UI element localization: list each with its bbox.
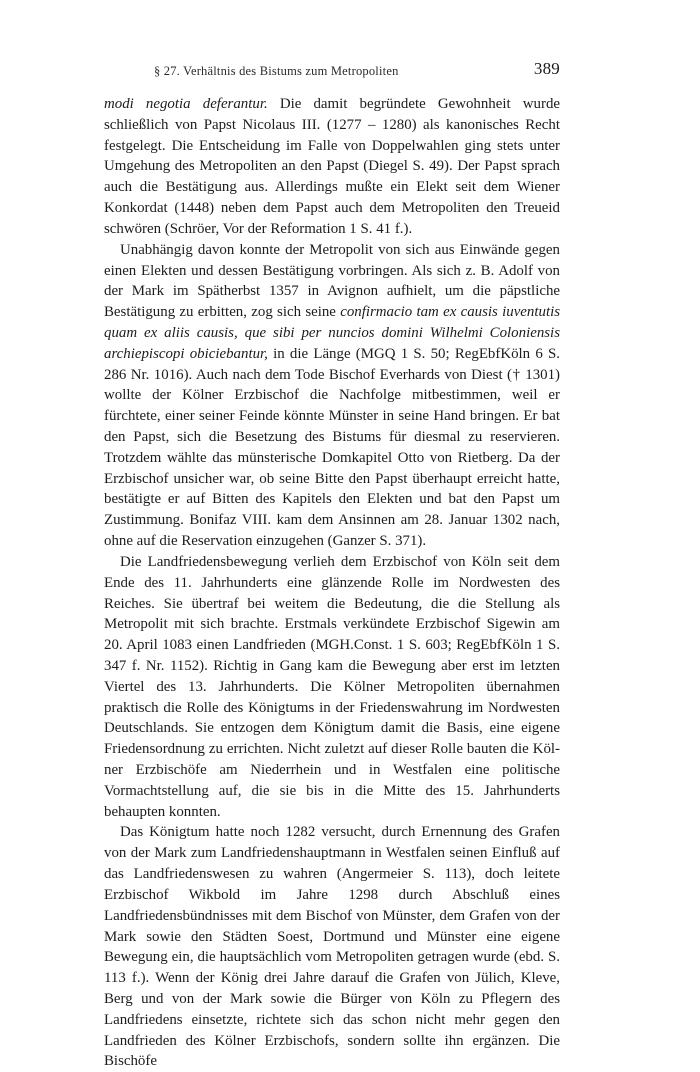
page-number: 389: [533, 59, 560, 78]
paragraph-p1: [104, 94, 560, 240]
book-page: [104, 58, 560, 1072]
paragraph-p2: [104, 240, 560, 552]
text-run: Unabhängig davon konnte der Metropolit von sich aus Einwände gegen einen Elekten und dessen Bestätigung vorbringen. Als sich z. B. Adolf von der Mark im Spätherbst 1357 in Avignon aufhielt, um die päpstliche Bestätigung zu erbitten, zog sich seine: [104, 241, 560, 321]
italic-quotation: modi negotia deferantur.: [104, 96, 268, 112]
running-head: [104, 58, 560, 82]
body-text: [104, 94, 560, 1072]
text-run: Die Landfriedensbewegung verlieh dem Erzbischof von Köln seit dem Ende des 11. Jahrhunderts eine glänzende Rolle im Nordwesten des Reiches. Sie übertraf bei weitem die Bedeutung, die die Stellung als Metropolit mit sich brachte. Erstmals verkündete Erzbischof Sigewin am 20. April 1083 einen Landfrieden (MGH.Const. 1 S. 603; RegEbfKöln 1 S. 347 f. Nr. 1152). Richtig in Gang kam die Bewegung aber erst im letzten Viertel des 13. Jahrhunderts. Die Kölner Metropoliten übernahmen praktisch die Rolle des Königtums in der Friedenswahrung im Nordwesten Deutschlands. Sie entzogen dem Königtum damit die Basis, eine eigene Friedensordnung zu errichten. Nicht zuletzt auf dieser Rolle bauten die Kölner Erzbischöfe am Niederrhein und in Westfalen eine politische Vormachtstellung auf, die sie bis in die Mitte des 15. Jahrhunderts behaupten konnten.: [104, 553, 560, 820]
paragraph-p3: [104, 552, 560, 823]
italic-quotation: confirmacio tam ex causis iuventutis quam ex aliis causis, que sibi per nuncios domini Wilhelmi Coloniensis archiepiscopi obiciebantur,: [104, 304, 561, 362]
text-run: Die damit begründete Gewohnheit wurde schließlich von Papst Nicolaus III. (1277 – 1280) als kanonisches Recht festgelegt. Die Entscheidung im Falle von Doppelwahlen ging stets unter Umgehung des Metropoliten an den Papst (Diegel S. 49). Der Papst sprach auch die Bestätigung aus. Allerdings mußte ein Elekt seit dem Wiener Konkordat (1448) neben dem Papst auch dem Metropoliten den Treueid schwören (Schröer, Vor der Reformation 1 S. 41 f.).: [104, 96, 560, 237]
text-run: Das Königtum hatte noch 1282 versucht, durch Ernennung des Grafen von der Mark zum Landfriedenshauptmann in Westfalen seinen Einfluß auf das Landfriedenswesen zu wahren (Angermeier S. 113), doch leitete Erzbischof Wikbold im Jahre 1298 durch Abschluß eines Landfriedensbündnisses mit dem Bischof von Münster, dem Grafen von der Mark sowie den Städten Soest, Dortmund und Münster eine eigene Bewegung ein, die hauptsächlich vom Metropoliten getragen wurde (ebd. S. 113 f.). Wenn der König drei Jahre darauf die Grafen von Jülich, Kleve, Berg und von der Mark sowie die Bürger von Köln zu Pflegern des Landfriedens einsetzte, richtete sich das schon nicht mehr gegen den Landfrieden des Kölner Erzbischofs, sondern sollte ihn ergänzen. Die Bischöfe: [104, 824, 560, 1070]
paragraph-p4: [104, 822, 560, 1072]
text-run: in die Länge (MGQ 1 S. 50; RegEbfKöln 6 S. 286 Nr. 1016). Auch nach dem Tode Bischof Everhards von Diest († 1301) wollte der Kölner Erzbischof die Nachfolge mitbestimmen, weil er fürchtete, einer seiner Feinde könnte Münster in seine Hand bringen. Er bat den Papst, sich die Besetzung des Bistums für diesmal zu reservieren. Trotzdem wählte das münsterische Domkapitel Otto von Rietberg. Da der Erzbischof unsicher war, ob seine Bitte den Papst überhaupt erreicht hatte, bestätigte er auf Bitten des Kapitels den Elekten und bat den Papst um Zustimmung. Bonifaz VIII. kam dem Ansinnen am 28. Januar 1302 nach, ohne auf die Reservation einzugehen (Ganzer S. 371).: [104, 345, 560, 550]
running-head-title: § 27. Verhältnis des Bistums zum Metropoliten: [154, 64, 399, 78]
